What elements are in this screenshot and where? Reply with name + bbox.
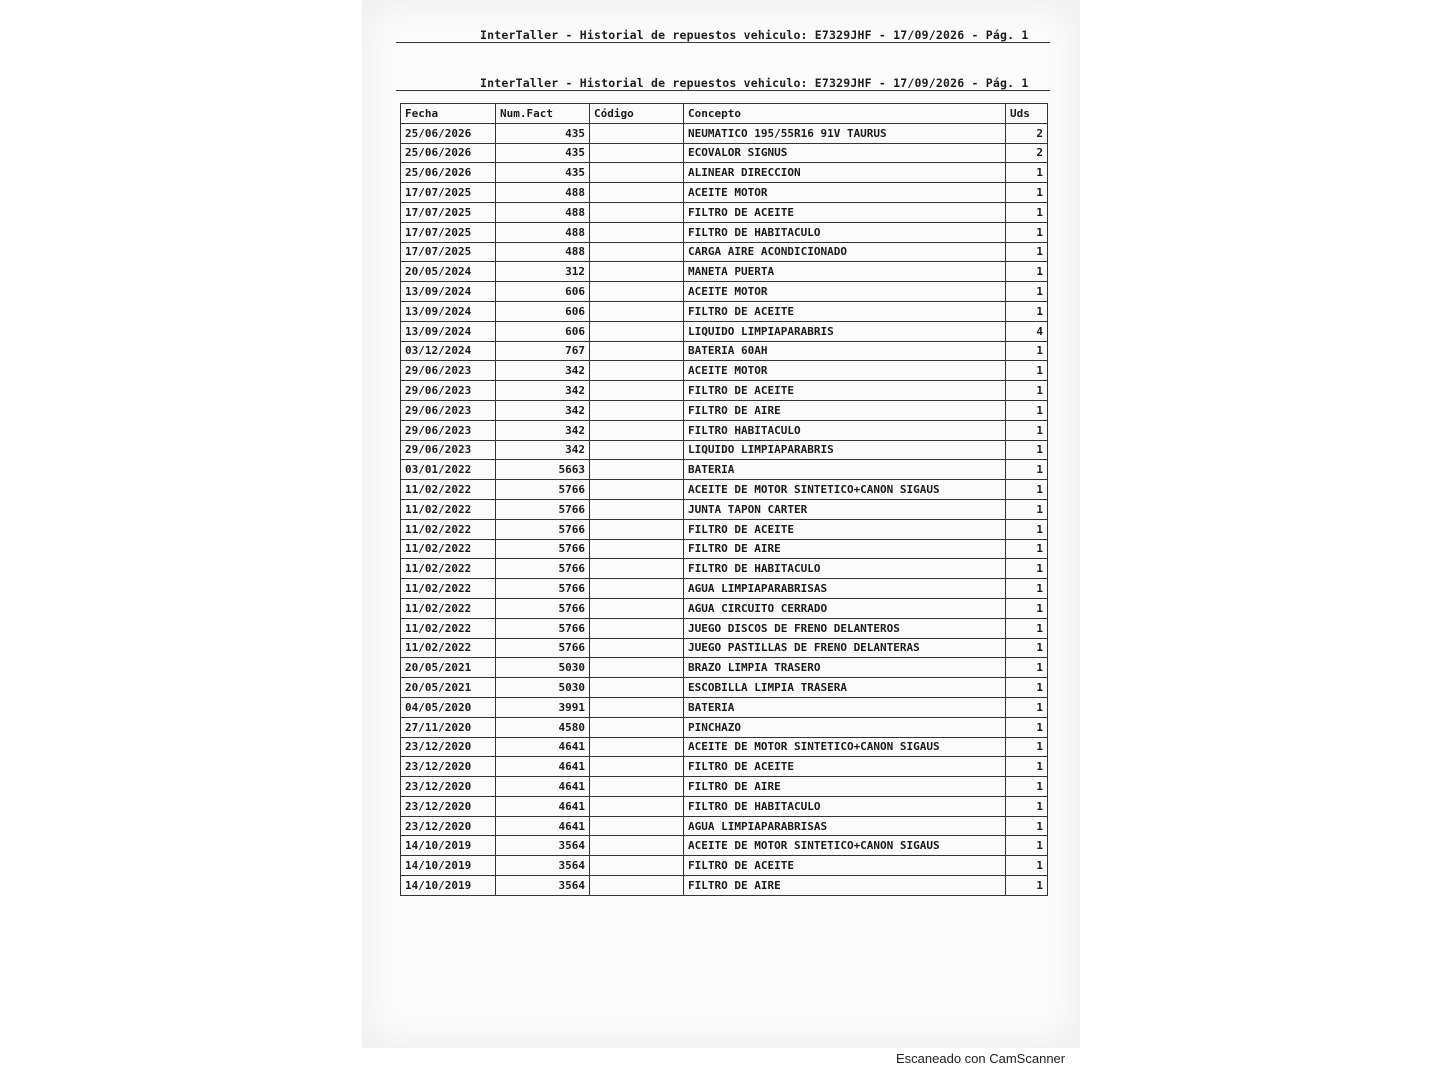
cell-num-fact: 342 (496, 420, 590, 440)
cell-uds: 1 (1006, 163, 1048, 183)
cell-concepto: ACEITE DE MOTOR SINTETICO+CANON SIGAUS (684, 836, 1006, 856)
cell-codigo (590, 183, 684, 203)
table-row (401, 836, 1048, 856)
cell-num-fact: 5766 (496, 519, 590, 539)
column-header-concepto: Concepto (684, 104, 1006, 124)
report-header: InterTaller - Historial de repuestos vehiculo: E7329JHF - 17/09/2026 - Pág. 1 (480, 76, 1029, 90)
header-rule (396, 90, 1050, 91)
table-row (401, 282, 1048, 302)
table-row (401, 777, 1048, 797)
cell-concepto: ACEITE MOTOR (684, 183, 1006, 203)
cell-uds: 1 (1006, 777, 1048, 797)
cell-num-fact: 606 (496, 301, 590, 321)
cell-concepto: AGUA LIMPIAPARABRISAS (684, 579, 1006, 599)
cell-codigo (590, 400, 684, 420)
cell-concepto: ESCOBILLA LIMPIA TRASERA (684, 678, 1006, 698)
cell-concepto: CARGA AIRE ACONDICIONADO (684, 242, 1006, 262)
cell-num-fact: 488 (496, 222, 590, 242)
cell-codigo (590, 242, 684, 262)
cell-uds: 1 (1006, 400, 1048, 420)
cell-codigo (590, 202, 684, 222)
cell-num-fact: 342 (496, 400, 590, 420)
cell-uds: 1 (1006, 856, 1048, 876)
cell-fecha: 17/07/2025 (401, 222, 496, 242)
cell-num-fact: 5766 (496, 499, 590, 519)
cell-fecha: 29/06/2023 (401, 381, 496, 401)
cell-fecha: 13/09/2024 (401, 282, 496, 302)
cell-uds: 1 (1006, 796, 1048, 816)
cell-fecha: 20/05/2021 (401, 658, 496, 678)
table-row (401, 440, 1048, 460)
cell-num-fact: 4641 (496, 777, 590, 797)
table-row (401, 678, 1048, 698)
cell-num-fact: 5766 (496, 579, 590, 599)
cell-uds: 1 (1006, 361, 1048, 381)
cell-uds: 1 (1006, 519, 1048, 539)
cell-num-fact: 435 (496, 143, 590, 163)
cell-concepto: ECOVALOR SIGNUS (684, 143, 1006, 163)
table-row (401, 816, 1048, 836)
column-header-codigo: Código (590, 104, 684, 124)
table-row (401, 559, 1048, 579)
cell-fecha: 11/02/2022 (401, 539, 496, 559)
cell-codigo (590, 539, 684, 559)
cell-fecha: 14/10/2019 (401, 856, 496, 876)
cell-uds: 1 (1006, 618, 1048, 638)
cell-codigo (590, 361, 684, 381)
cell-num-fact: 5766 (496, 598, 590, 618)
table-row (401, 856, 1048, 876)
cell-codigo (590, 717, 684, 737)
cell-concepto: JUNTA TAPON CARTER (684, 499, 1006, 519)
cell-codigo (590, 341, 684, 361)
cell-num-fact: 5766 (496, 559, 590, 579)
cell-codigo (590, 678, 684, 698)
cell-fecha: 23/12/2020 (401, 737, 496, 757)
cell-uds: 1 (1006, 262, 1048, 282)
column-header-fecha: Fecha (401, 104, 496, 124)
cell-codigo (590, 282, 684, 302)
cell-codigo (590, 737, 684, 757)
table-row (401, 301, 1048, 321)
cell-fecha: 14/10/2019 (401, 836, 496, 856)
table-row (401, 638, 1048, 658)
cell-concepto: BATERIA (684, 697, 1006, 717)
cell-uds: 1 (1006, 202, 1048, 222)
cell-uds: 1 (1006, 242, 1048, 262)
cell-codigo (590, 697, 684, 717)
cell-concepto: FILTRO DE HABITACULO (684, 559, 1006, 579)
cell-uds: 1 (1006, 499, 1048, 519)
cell-fecha: 13/09/2024 (401, 321, 496, 341)
table-row (401, 658, 1048, 678)
cell-num-fact: 5766 (496, 618, 590, 638)
cell-codigo (590, 499, 684, 519)
cell-codigo (590, 836, 684, 856)
cell-fecha: 14/10/2019 (401, 876, 496, 896)
table-row (401, 321, 1048, 341)
cell-fecha: 11/02/2022 (401, 618, 496, 638)
cell-uds: 1 (1006, 717, 1048, 737)
cell-num-fact: 488 (496, 242, 590, 262)
cell-num-fact: 606 (496, 321, 590, 341)
table-row (401, 737, 1048, 757)
cell-fecha: 25/06/2026 (401, 143, 496, 163)
cell-codigo (590, 598, 684, 618)
cell-num-fact: 5766 (496, 480, 590, 500)
cell-num-fact: 4641 (496, 816, 590, 836)
cell-uds: 1 (1006, 440, 1048, 460)
cell-num-fact: 3564 (496, 856, 590, 876)
cell-concepto: FILTRO DE AIRE (684, 876, 1006, 896)
cell-uds: 1 (1006, 658, 1048, 678)
table-row (401, 480, 1048, 500)
cell-fecha: 23/12/2020 (401, 816, 496, 836)
cell-uds: 1 (1006, 816, 1048, 836)
cell-concepto: LIQUIDO LIMPIAPARABRIS (684, 321, 1006, 341)
cell-uds: 4 (1006, 321, 1048, 341)
cell-num-fact: 606 (496, 282, 590, 302)
cell-num-fact: 3564 (496, 876, 590, 896)
table-row (401, 163, 1048, 183)
cell-codigo (590, 796, 684, 816)
cell-uds: 1 (1006, 301, 1048, 321)
cell-codigo (590, 381, 684, 401)
cell-uds: 1 (1006, 638, 1048, 658)
table-row (401, 183, 1048, 203)
cell-codigo (590, 301, 684, 321)
table-row (401, 539, 1048, 559)
cell-codigo (590, 440, 684, 460)
cell-fecha: 03/12/2024 (401, 341, 496, 361)
table-row (401, 202, 1048, 222)
cell-concepto: AGUA CIRCUITO CERRADO (684, 598, 1006, 618)
cell-fecha: 11/02/2022 (401, 559, 496, 579)
table-row (401, 262, 1048, 282)
cell-fecha: 23/12/2020 (401, 757, 496, 777)
cell-fecha: 11/02/2022 (401, 579, 496, 599)
cell-concepto: FILTRO DE AIRE (684, 400, 1006, 420)
cell-concepto: FILTRO DE ACEITE (684, 856, 1006, 876)
cell-fecha: 11/02/2022 (401, 598, 496, 618)
cell-uds: 1 (1006, 737, 1048, 757)
cell-concepto: ACEITE MOTOR (684, 361, 1006, 381)
cell-codigo (590, 856, 684, 876)
cell-concepto: AGUA LIMPIAPARABRISAS (684, 816, 1006, 836)
cell-num-fact: 342 (496, 381, 590, 401)
cell-concepto: BATERIA 60AH (684, 341, 1006, 361)
table-row (401, 123, 1048, 143)
cell-uds: 2 (1006, 143, 1048, 163)
cell-fecha: 03/01/2022 (401, 460, 496, 480)
cell-concepto: ACEITE MOTOR (684, 282, 1006, 302)
cell-uds: 1 (1006, 836, 1048, 856)
table-header-row (401, 104, 1048, 124)
cell-codigo (590, 222, 684, 242)
cell-codigo (590, 123, 684, 143)
cell-codigo (590, 876, 684, 896)
cell-num-fact: 4641 (496, 796, 590, 816)
cell-uds: 2 (1006, 123, 1048, 143)
cell-num-fact: 488 (496, 202, 590, 222)
cell-concepto: FILTRO DE ACEITE (684, 757, 1006, 777)
cell-uds: 1 (1006, 222, 1048, 242)
table-row (401, 400, 1048, 420)
cell-fecha: 27/11/2020 (401, 717, 496, 737)
table-row (401, 361, 1048, 381)
cell-fecha: 25/06/2026 (401, 163, 496, 183)
cell-concepto: BATERIA (684, 460, 1006, 480)
cell-num-fact: 3991 (496, 697, 590, 717)
table-row (401, 717, 1048, 737)
cell-codigo (590, 143, 684, 163)
cell-concepto: JUEGO DISCOS DE FRENO DELANTEROS (684, 618, 1006, 638)
cell-codigo (590, 579, 684, 599)
cell-codigo (590, 262, 684, 282)
cell-concepto: FILTRO DE AIRE (684, 777, 1006, 797)
table-row (401, 796, 1048, 816)
cell-uds: 1 (1006, 757, 1048, 777)
report-header-top: InterTaller - Historial de repuestos vehiculo: E7329JHF - 17/09/2026 - Pág. 1 (480, 28, 1029, 42)
cell-codigo (590, 420, 684, 440)
cell-fecha: 11/02/2022 (401, 519, 496, 539)
cell-concepto: JUEGO PASTILLAS DE FRENO DELANTERAS (684, 638, 1006, 658)
cell-num-fact: 312 (496, 262, 590, 282)
column-header-num-fact: Num.Fact (496, 104, 590, 124)
cell-codigo (590, 460, 684, 480)
cell-fecha: 20/05/2024 (401, 262, 496, 282)
cell-num-fact: 4641 (496, 757, 590, 777)
cell-num-fact: 342 (496, 440, 590, 460)
cell-uds: 1 (1006, 460, 1048, 480)
table-row (401, 460, 1048, 480)
table-row (401, 143, 1048, 163)
header-rule-top (396, 42, 1050, 43)
table-row (401, 381, 1048, 401)
cell-num-fact: 435 (496, 123, 590, 143)
cell-concepto: FILTRO DE ACEITE (684, 519, 1006, 539)
cell-concepto: ALINEAR DIRECCION (684, 163, 1006, 183)
cell-codigo (590, 163, 684, 183)
cell-codigo (590, 618, 684, 638)
table-row (401, 697, 1048, 717)
cell-fecha: 29/06/2023 (401, 361, 496, 381)
cell-uds: 1 (1006, 539, 1048, 559)
cell-codigo (590, 559, 684, 579)
column-header-uds: Uds (1006, 104, 1048, 124)
cell-uds: 1 (1006, 381, 1048, 401)
cell-codigo (590, 777, 684, 797)
cell-codigo (590, 658, 684, 678)
cell-uds: 1 (1006, 598, 1048, 618)
cell-uds: 1 (1006, 678, 1048, 698)
cell-fecha: 29/06/2023 (401, 440, 496, 460)
cell-codigo (590, 816, 684, 836)
cell-concepto: FILTRO DE HABITACULO (684, 796, 1006, 816)
cell-concepto: ACEITE DE MOTOR SINTETICO+CANON SIGAUS (684, 737, 1006, 757)
cell-concepto: LIQUIDO LIMPIAPARABRIS (684, 440, 1006, 460)
table-row (401, 499, 1048, 519)
cell-uds: 1 (1006, 183, 1048, 203)
cell-fecha: 17/07/2025 (401, 183, 496, 203)
cell-concepto: FILTRO DE AIRE (684, 539, 1006, 559)
cell-num-fact: 435 (496, 163, 590, 183)
table-row (401, 519, 1048, 539)
cell-fecha: 23/12/2020 (401, 796, 496, 816)
table-row (401, 222, 1048, 242)
cell-concepto: FILTRO HABITACULO (684, 420, 1006, 440)
cell-fecha: 17/07/2025 (401, 242, 496, 262)
cell-concepto: FILTRO DE ACEITE (684, 301, 1006, 321)
table-row (401, 876, 1048, 896)
table-row (401, 341, 1048, 361)
cell-codigo (590, 321, 684, 341)
cell-concepto: BRAZO LIMPIA TRASERO (684, 658, 1006, 678)
cell-concepto: PINCHAZO (684, 717, 1006, 737)
cell-num-fact: 342 (496, 361, 590, 381)
cell-uds: 1 (1006, 420, 1048, 440)
cell-concepto: FILTRO DE ACEITE (684, 202, 1006, 222)
cell-fecha: 11/02/2022 (401, 638, 496, 658)
cell-num-fact: 4580 (496, 717, 590, 737)
cell-uds: 1 (1006, 697, 1048, 717)
cell-num-fact: 488 (496, 183, 590, 203)
table-row (401, 579, 1048, 599)
cell-num-fact: 5030 (496, 658, 590, 678)
cell-concepto: MANETA PUERTA (684, 262, 1006, 282)
cell-fecha: 13/09/2024 (401, 301, 496, 321)
cell-uds: 1 (1006, 876, 1048, 896)
cell-uds: 1 (1006, 559, 1048, 579)
cell-fecha: 25/06/2026 (401, 123, 496, 143)
cell-codigo (590, 757, 684, 777)
cell-num-fact: 5030 (496, 678, 590, 698)
parts-history-table (400, 103, 1048, 896)
camscanner-watermark: Escaneado con CamScanner (896, 1051, 1066, 1066)
cell-num-fact: 767 (496, 341, 590, 361)
cell-fecha: 29/06/2023 (401, 400, 496, 420)
cell-fecha: 20/05/2021 (401, 678, 496, 698)
cell-uds: 1 (1006, 579, 1048, 599)
cell-concepto: NEUMATICO 195/55R16 91V TAURUS (684, 123, 1006, 143)
cell-uds: 1 (1006, 282, 1048, 302)
cell-concepto: FILTRO DE ACEITE (684, 381, 1006, 401)
cell-num-fact: 5766 (496, 539, 590, 559)
cell-fecha: 23/12/2020 (401, 777, 496, 797)
table-row (401, 598, 1048, 618)
table-row (401, 618, 1048, 638)
table-row (401, 242, 1048, 262)
cell-fecha: 11/02/2022 (401, 480, 496, 500)
cell-num-fact: 4641 (496, 737, 590, 757)
cell-num-fact: 3564 (496, 836, 590, 856)
cell-num-fact: 5663 (496, 460, 590, 480)
cell-concepto: ACEITE DE MOTOR SINTETICO+CANON SIGAUS (684, 480, 1006, 500)
cell-codigo (590, 480, 684, 500)
cell-fecha: 29/06/2023 (401, 420, 496, 440)
table-row (401, 757, 1048, 777)
cell-fecha: 17/07/2025 (401, 202, 496, 222)
cell-codigo (590, 519, 684, 539)
cell-concepto: FILTRO DE HABITACULO (684, 222, 1006, 242)
cell-fecha: 04/05/2020 (401, 697, 496, 717)
cell-uds: 1 (1006, 341, 1048, 361)
cell-fecha: 11/02/2022 (401, 499, 496, 519)
cell-uds: 1 (1006, 480, 1048, 500)
table-row (401, 420, 1048, 440)
cell-num-fact: 5766 (496, 638, 590, 658)
cell-codigo (590, 638, 684, 658)
